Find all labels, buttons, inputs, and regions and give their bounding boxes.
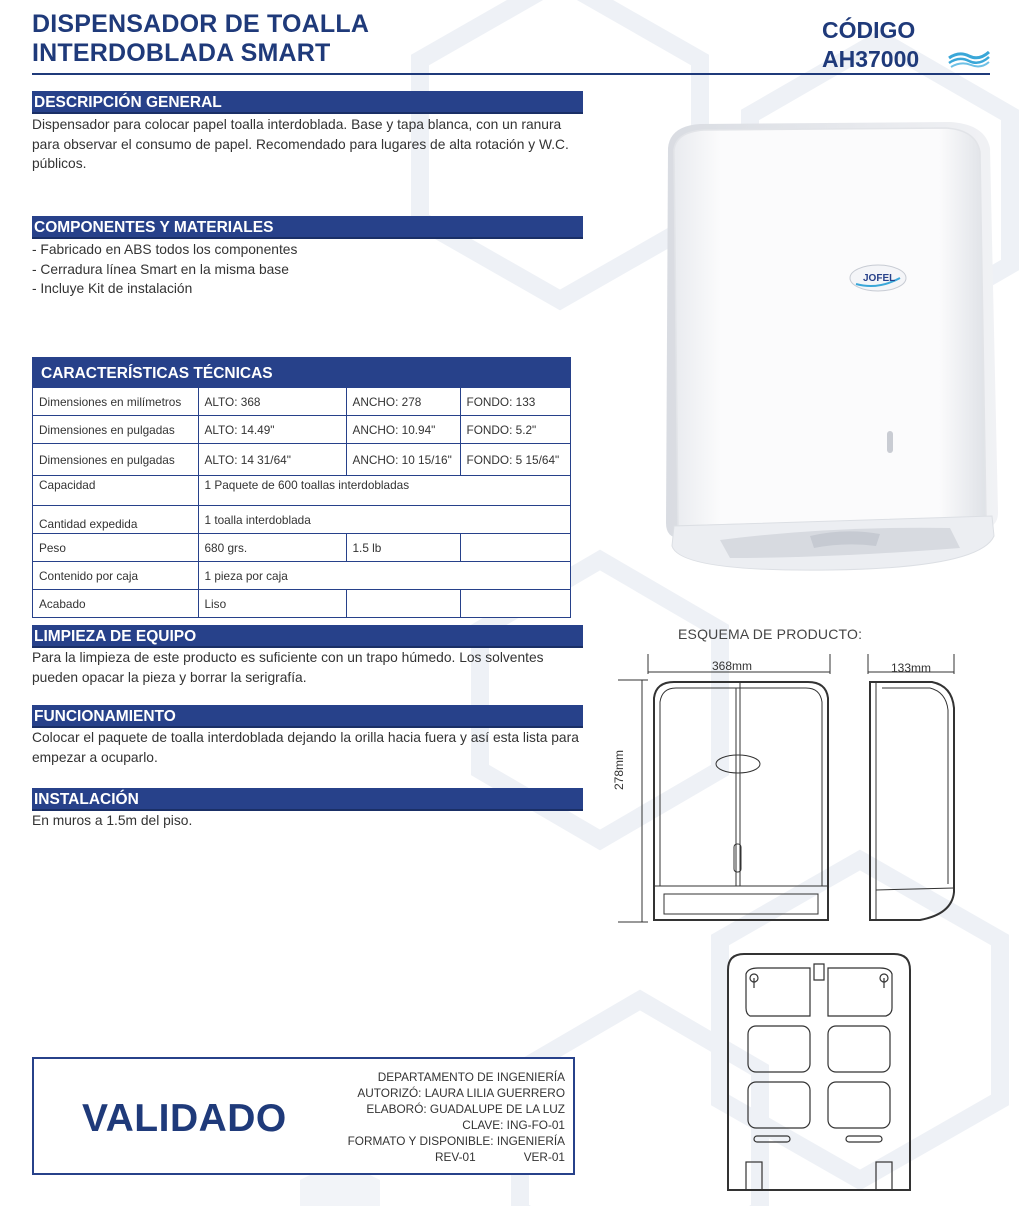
spec-value xyxy=(346,590,460,618)
code-label: CÓDIGO xyxy=(822,17,916,43)
spec-value: 1 Paquete de 600 toallas interdobladas xyxy=(198,476,570,506)
table-row xyxy=(33,476,570,506)
brand-logo: JOFEL xyxy=(863,273,896,284)
spec-label: Dimensiones en pulgadas xyxy=(33,444,198,476)
table-row xyxy=(33,388,570,416)
spec-label: Acabado xyxy=(33,590,198,618)
spec-value: 1 pieza por caja xyxy=(198,562,570,590)
section-heading-general: DESCRIPCIÓN GENERAL xyxy=(32,91,583,114)
prepared-by: ELABORÓ: GUADALUPE DE LA LUZ xyxy=(366,1102,565,1116)
spec-label: Capacidad xyxy=(33,476,198,506)
spec-value: FONDO: 5.2" xyxy=(460,416,570,444)
spec-label: Dimensiones en pulgadas xyxy=(33,416,198,444)
validation-box xyxy=(32,1057,575,1175)
spec-value: ALTO: 14 31/64" xyxy=(198,444,346,476)
table-row xyxy=(33,562,570,590)
document-key: CLAVE: ING-FO-01 xyxy=(462,1118,565,1132)
title-line-2: INTERDOBLADA SMART xyxy=(32,39,331,67)
spec-label: Dimensiones en milímetros xyxy=(33,388,198,416)
code-value: AH37000 xyxy=(822,46,920,72)
spec-value: ANCHO: 278 xyxy=(346,388,460,416)
operation-text: Colocar el paquete de toalla interdoblada dejando la orilla hacia fuera y así esta lista para empezar a ocuparlo. xyxy=(32,730,579,765)
validation-info xyxy=(348,1069,565,1165)
components-list xyxy=(32,240,582,299)
side-view-drawing xyxy=(860,652,970,927)
cleaning-text: Para la limpieza de este producto es suficiente con un trapo húmedo. Los solventes pueden opacar la pieza y borrar la serigrafía. xyxy=(32,650,544,685)
table-row xyxy=(33,416,570,444)
specs-grid xyxy=(33,388,570,617)
format-availability: FORMATO Y DISPONIBLE: INGENIERÍA xyxy=(347,1134,565,1148)
section-heading-components: COMPONENTES Y MATERIALES xyxy=(32,216,583,239)
spec-value: ANCHO: 10.94" xyxy=(346,416,460,444)
header-divider xyxy=(32,73,990,75)
spec-value xyxy=(460,534,570,562)
technical-specs-table xyxy=(32,357,571,618)
general-description: Dispensador para colocar papel toalla interdoblada. Base y tapa blanca, con un ranura para observar el consumo de papel. Recomendado para lugares de alta rotación y W.C. públicos. xyxy=(32,117,569,171)
version: VER-01 xyxy=(523,1150,565,1164)
revision-line xyxy=(435,1149,565,1165)
table-row xyxy=(33,534,570,562)
list-item: - Fabricado en ABS todos los componentes xyxy=(32,242,298,257)
table-row xyxy=(33,444,570,476)
department: DEPARTAMENTO DE INGENIERÍA xyxy=(377,1070,565,1084)
depth-dimension: 133mm xyxy=(891,661,932,675)
list-item: - Incluye Kit de instalación xyxy=(32,281,193,296)
title-line-1: DISPENSADOR DE TOALLA xyxy=(32,10,370,38)
installation-text: En muros a 1.5m del piso. xyxy=(32,813,193,828)
spec-value: 680 grs. xyxy=(198,534,346,562)
spec-label: Contenido por caja xyxy=(33,562,198,590)
revision: REV-01 xyxy=(435,1150,476,1164)
spec-value: 1 toalla interdoblada xyxy=(198,506,570,534)
spec-value: 1.5 lb xyxy=(346,534,460,562)
spec-value xyxy=(460,590,570,618)
height-dimension: 278mm xyxy=(612,749,626,790)
width-dimension: 368mm xyxy=(712,659,753,673)
product-code xyxy=(822,16,992,74)
spec-value: FONDO: 5 15/64" xyxy=(460,444,570,476)
spec-value: FONDO: 133 xyxy=(460,388,570,416)
back-plate-drawing xyxy=(724,950,914,1195)
spec-value: Liso xyxy=(198,590,346,618)
table-row xyxy=(33,506,570,534)
section-heading-installation: INSTALACIÓN xyxy=(32,788,583,811)
spec-label: Cantidad expedida xyxy=(33,506,198,534)
authorized-by: AUTORIZÓ: LAURA LILIA GUERRERO xyxy=(357,1086,565,1100)
waves-logo-icon xyxy=(947,48,991,68)
spec-value: ALTO: 368 xyxy=(198,388,346,416)
table-row xyxy=(33,590,570,618)
specs-heading: CARACTERÍSTICAS TÉCNICAS xyxy=(33,358,570,388)
section-heading-operation: FUNCIONAMIENTO xyxy=(32,705,583,728)
dispenser-product-image xyxy=(660,118,1005,578)
spec-label: Peso xyxy=(33,534,198,562)
validation-status: VALIDADO xyxy=(82,1097,287,1140)
spec-value: ANCHO: 10 15/16" xyxy=(346,444,460,476)
spec-value: ALTO: 14.49" xyxy=(198,416,346,444)
section-heading-cleaning: LIMPIEZA DE EQUIPO xyxy=(32,625,583,648)
document-title xyxy=(32,10,492,68)
schema-label: ESQUEMA DE PRODUCTO: xyxy=(678,626,863,642)
list-item: - Cerradura línea Smart en la misma base xyxy=(32,261,289,277)
front-view-drawing xyxy=(612,652,852,932)
